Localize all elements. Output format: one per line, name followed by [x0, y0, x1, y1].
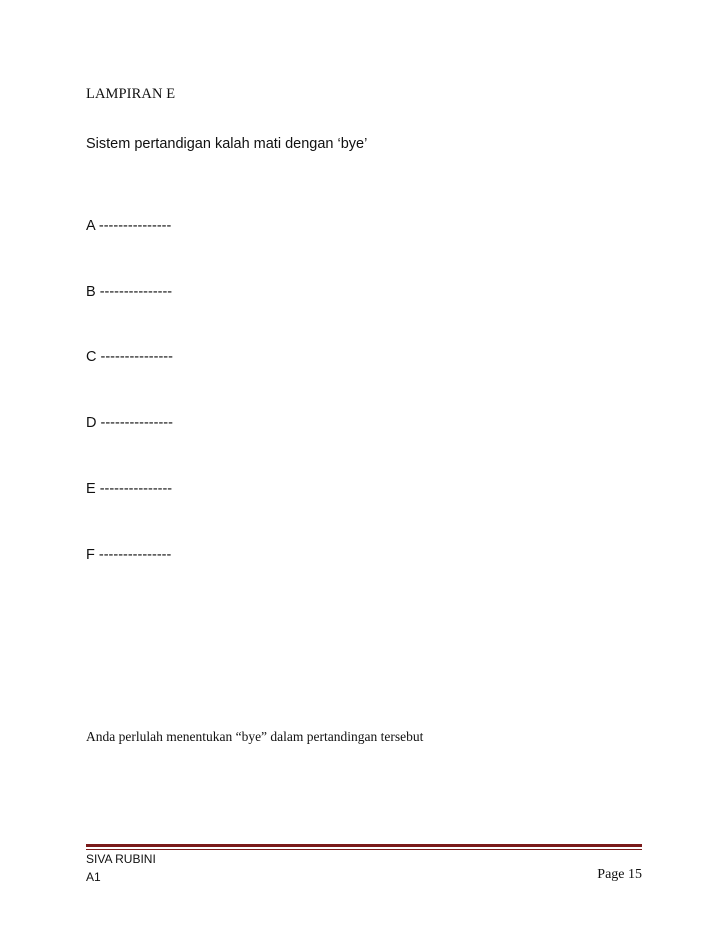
entry-c: C ---------------	[86, 349, 173, 365]
footer-rule-thick	[86, 844, 642, 847]
entry-b: B ---------------	[86, 284, 173, 300]
entry-f: F ---------------	[86, 547, 172, 563]
entry-a: A ---------------	[86, 218, 172, 234]
instruction-note: Anda perlulah menentukan “bye” dalam pertandingan tersebut	[86, 729, 424, 744]
entry-e: E ---------------	[86, 481, 173, 497]
appendix-heading: LAMPIRAN E	[86, 86, 176, 102]
entry-d: D ---------------	[86, 415, 173, 431]
footer-rule-thin	[86, 849, 642, 850]
page-number: Page 15	[597, 867, 642, 882]
footer-author: SIVA RUBINI	[86, 852, 156, 866]
footer-code: A1	[86, 870, 101, 884]
section-subtitle: Sistem pertandigan kalah mati dengan ‘bye’	[86, 136, 368, 152]
